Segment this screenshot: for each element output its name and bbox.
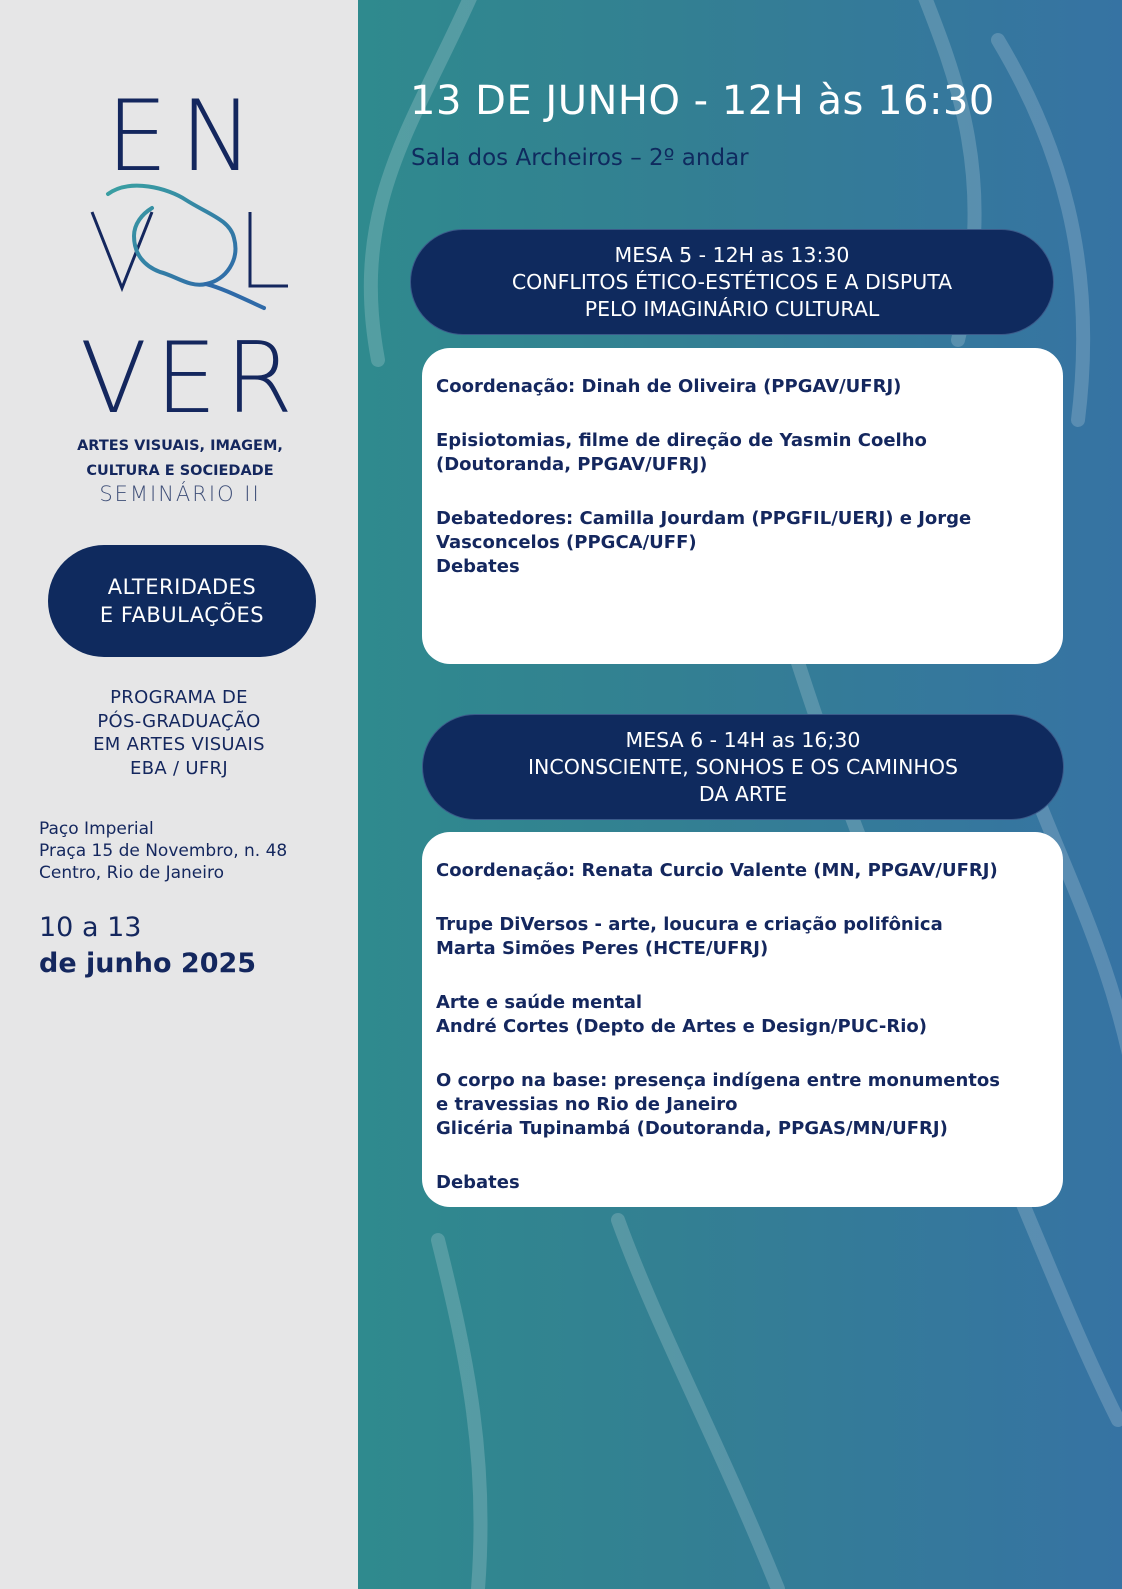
mesa-6-card	[422, 832, 1063, 1207]
logo-ver: VER	[80, 322, 302, 436]
mesa-6-talk-1: Trupe DiVersos - arte, loucura e criação polifônica Marta Simões Peres (HCTE/UFRJ)	[436, 914, 943, 959]
mesa-5-card	[422, 348, 1063, 664]
room-label: Sala dos Archeiros – 2º andar	[411, 145, 749, 171]
event-dates: 10 a 13 de junho 2025	[39, 912, 257, 979]
mesa-6-header: MESA 6 - 14H as 16;30 INCONSCIENTE, SONHOS E OS CAMINHOS DA ARTE	[422, 714, 1064, 820]
mesa-5-coordination: Coordenação: Dinah de Oliveira (PPGAV/UFRJ)	[436, 376, 902, 397]
program-info: PROGRAMA DE PÓS-GRADUAÇÃO EM ARTES VISUAIS EBA / UFRJ	[93, 687, 265, 779]
mesa-5-debaters: Debatedores: Camilla Jourdam (PPGFIL/UERJ) e Jorge Vasconcelos (PPGCA/UFF) Debates	[436, 508, 972, 577]
logo-vol-graphic	[90, 180, 300, 330]
venue-address: Paço Imperial Praça 15 de Novembro, n. 48 Centro, Rio de Janeiro	[39, 819, 288, 883]
seminario-label: SEMINÁRIO II	[99, 482, 261, 506]
sidebar	[0, 0, 358, 1589]
logo-en: EN	[106, 80, 266, 194]
mesa-5-header: MESA 5 - 12H as 13:30 CONFLITOS ÉTICO-ESTÉTICOS E A DISPUTA PELO IMAGINÁRIO CULTURAL	[410, 229, 1054, 335]
schedule-panel	[358, 0, 1122, 1589]
page-title: 13 DE JUNHO - 12H às 16:30	[410, 78, 995, 124]
mesa-6-debates: Debates	[436, 1172, 520, 1193]
mesa-6-talk-2: Arte e saúde mental André Cortes (Depto de Artes e Design/PUC-Rio)	[436, 992, 927, 1037]
tagline: ARTES VISUAIS, IMAGEM, CULTURA E SOCIEDADE	[77, 438, 283, 479]
mesa-6-coordination: Coordenação: Renata Curcio Valente (MN, PPGAV/UFRJ)	[436, 860, 998, 881]
mesa-5-film: Episiotomias, filme de direção de Yasmin Coelho (Doutoranda, PPGAV/UFRJ)	[436, 430, 927, 475]
mesa-6-talk-3: O corpo na base: presença indígena entre monumentos e travessias no Rio de Janeiro Glicéria Tupinambá (Doutoranda, PPGAS/MN/UFRJ)	[436, 1070, 1000, 1139]
theme-badge: ALTERIDADES E FABULAÇÕES	[48, 545, 316, 657]
